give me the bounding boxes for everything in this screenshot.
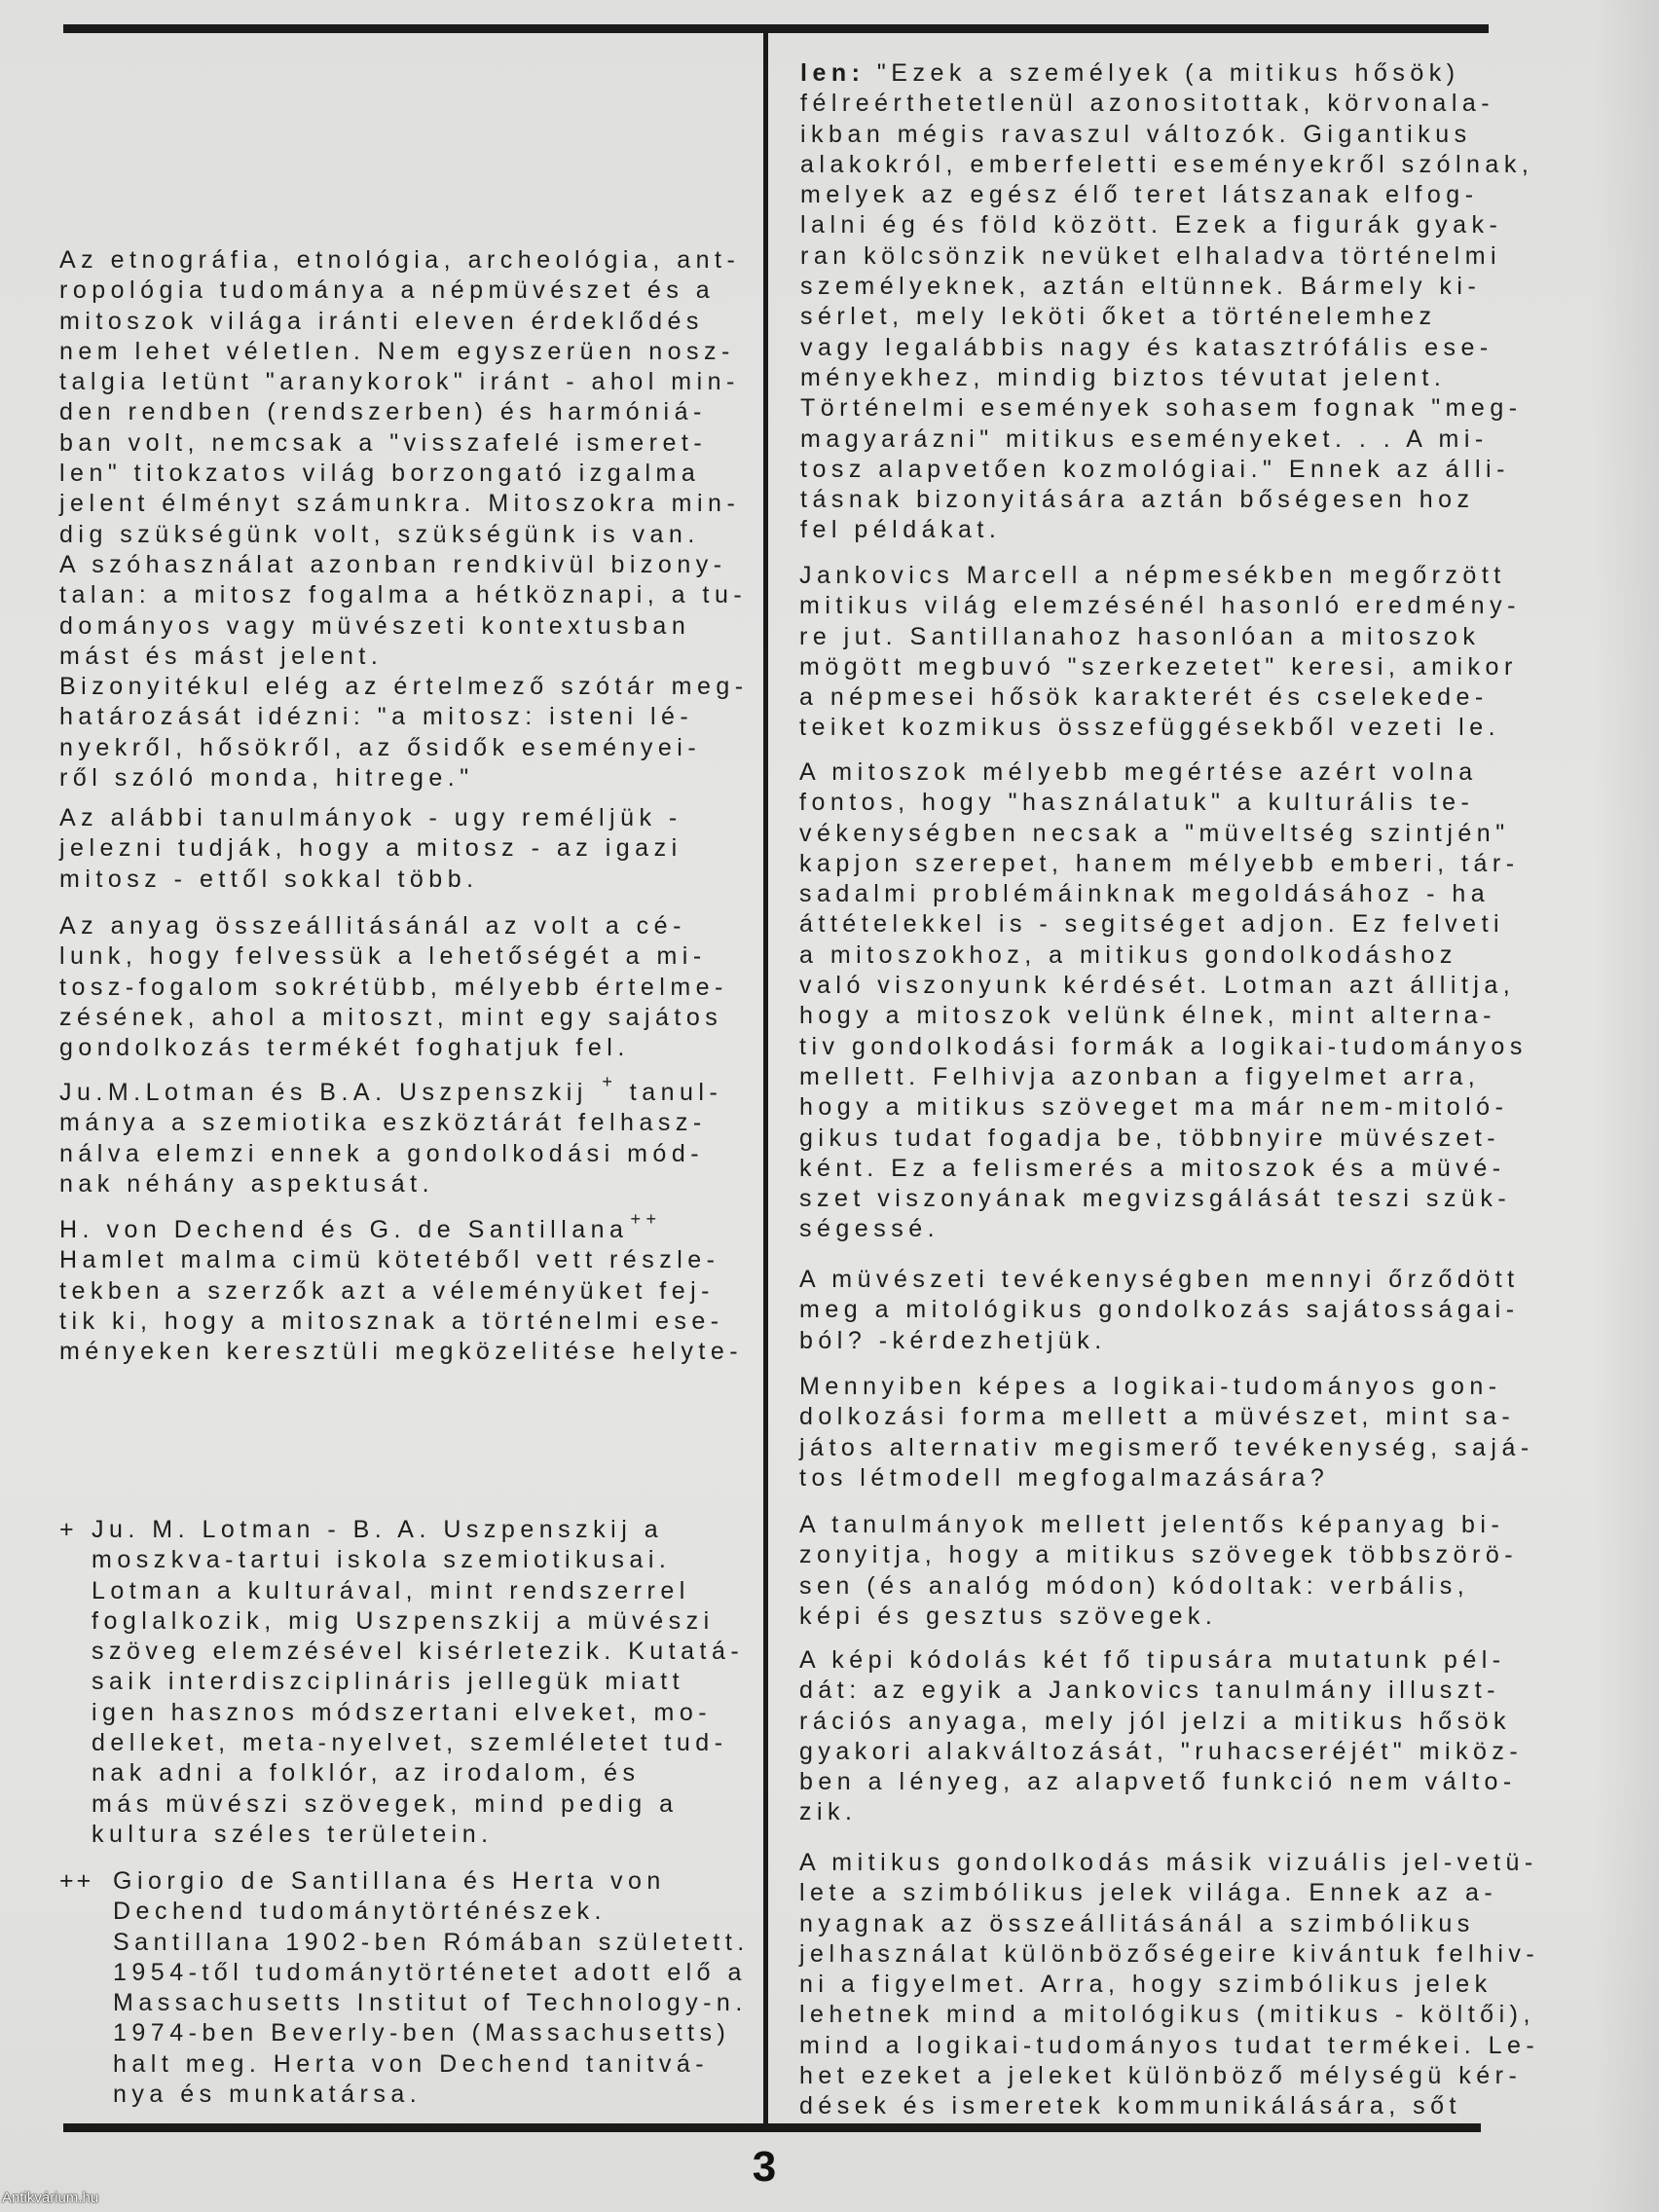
text-line: ran kölcsönzik nevüket elhaladva történelmi <box>800 241 1502 270</box>
text-line: ként. Ez a felismerés a mitoszok és a müvé- <box>799 1154 1506 1182</box>
text-line: Mennyiben képes a logikai-tudományos gon- <box>799 1373 1502 1400</box>
text-line: Hamlet malma cimü kötetéből vett részle- <box>59 1246 720 1274</box>
text-line: vagy legalábbis nagy és katasztrófális ese- <box>800 333 1493 361</box>
text-line: ni a figyelmet. Arra, hogy szimbólikus jelek <box>799 1971 1493 1999</box>
text-line: fontos, hogy "használatuk" a kulturális te- <box>799 789 1475 817</box>
text-line: igen hasznos módszertani elveket, mo- <box>92 1698 713 1726</box>
text-line: dolkozási forma mellett a müvészet, mint sa- <box>799 1403 1516 1431</box>
text-line: Lotman a kulturával, mint rendszerrel <box>92 1576 690 1604</box>
text-line: nem lehet véletlen. Nem egyszerüen nosz- <box>59 337 735 365</box>
text-line: Az alábbi tanulmányok - ugy reméljük - <box>59 804 682 831</box>
text-line: lalni ég és föld között. Ezek a figurák gyak- <box>800 211 1503 240</box>
text-line: sen (és analóg módon) kódoltak: verbális, <box>799 1571 1470 1600</box>
text-line: szet viszonyának megvizsgálását teszi szük- <box>799 1185 1512 1213</box>
text-line: mitoszok világa iránti eleven érdeklődés <box>59 307 704 335</box>
right-paragraph-2 <box>799 561 1521 744</box>
text-line: ményekhez, mindig biztos tévutat jelent. <box>800 363 1447 391</box>
text-line: Ju. M. Lotman - B. A. Uszpenszkij a <box>92 1516 664 1543</box>
text-line: tiv gondolkodási formák a logikai-tudományos <box>799 1032 1528 1060</box>
right-paragraph-5 <box>799 1372 1534 1493</box>
text-line: nálva elemzi ennek a gondolkodási mód- <box>59 1139 705 1167</box>
text-line: sadalmi problémáinknak megoldásához - ha <box>799 880 1491 908</box>
footnote-1 <box>92 1515 744 1850</box>
text-line: halt meg. Herta von Dechend tanitvá- <box>113 2049 710 2078</box>
text-line: nyekről, hősökről, az ősidők eseményei- <box>59 733 702 761</box>
text-line: ményeken keresztüli megközelitése helyte- <box>59 1338 744 1366</box>
text-line: A tanulmányok mellett jelentős képanyag bi- <box>799 1511 1505 1538</box>
left-paragraph-1 <box>59 245 749 793</box>
text-line: alakokról, emberfeletti eseményekről szólnak, <box>800 150 1534 178</box>
text-line: len" titokzatos világ borzongató izgalma <box>59 460 701 488</box>
text-line: tekben a szerzők azt a véleményüket fej- <box>59 1276 716 1305</box>
text-line: tik ki, hogy a mitosznak a történelmi ese- <box>59 1307 724 1335</box>
text-line: melyek az egész élő teret látszanak elfog- <box>800 181 1479 209</box>
text-line: Jankovics Marcell a népmesékben megőrzött <box>799 562 1506 589</box>
text-line: más müvészi szövegek, mind pedig a <box>92 1789 679 1818</box>
text-line: jelhasználat különbözőségeire kivántuk felhiv- <box>799 1939 1540 1968</box>
text-line: A müvészeti tevékenységben mennyi őrződött <box>799 1266 1520 1293</box>
text-line: a népmesei hősök karakterét és cselekede- <box>799 683 1489 712</box>
text-line: Az etnográfia, etnológia, archeológia, ant- <box>59 246 741 274</box>
text-line: dát: az egyik a Jankovics tanulmány illuszt- <box>799 1677 1500 1705</box>
text-line <box>59 1209 743 1245</box>
text-line: moszkva-tartui iskola szemiotikusai. <box>92 1546 672 1574</box>
text-line: gikus tudat fogadja be, többnyire müvészet- <box>799 1124 1501 1152</box>
text-segment: H. von Dechend és G. de Santillana <box>59 1216 629 1243</box>
text-line: A mitikus gondolkodás másik vizuális jel-vetü- <box>799 1849 1538 1876</box>
footnote-2 <box>113 1866 750 2110</box>
text-line: félreérthetetlenül azonositottak, körvonala- <box>800 90 1495 118</box>
text-line: gyakori alakváltozását, "ruhacseréjét" miköz- <box>799 1737 1524 1765</box>
text-line: tosz alapvetően kozmológiai." Ennek az álli- <box>800 455 1510 483</box>
emphasized-text: len: <box>800 59 866 87</box>
left-paragraph-3 <box>59 911 728 1063</box>
text-line: dományos vagy müvészeti kontextusban <box>59 611 691 640</box>
text-line: meg a mitológikus gondolkozás sajátosságai- <box>799 1296 1520 1324</box>
text-line: het ezeket a jeleket különböző mélységü kér- <box>799 2062 1523 2090</box>
footnote-reference-mark: ++ <box>630 1209 662 1229</box>
text-line: kapjon szerepet, hanem mélyebb emberi, tár- <box>799 849 1520 877</box>
footnote-marker: + <box>59 1516 77 1543</box>
text-line: mind a logikai-tudományos tudat termékei. Le- <box>799 2031 1540 2059</box>
text-line: tos létmodell megfogalmazására? <box>799 1463 1330 1492</box>
text-line: hogy a mitoszok velünk élnek, mint alterna- <box>799 1002 1496 1030</box>
text-line: játos alternativ megismerő tevékenység, sajá- <box>799 1433 1534 1461</box>
footnote-reference-mark: + <box>602 1072 618 1091</box>
right-paragraph-1 <box>800 58 1533 546</box>
right-paragraph-3 <box>799 757 1528 1245</box>
text-line: A szóhasználat azonban rendkivül bizony- <box>59 550 727 578</box>
column-divider <box>763 28 768 2132</box>
text-line: mögött megbuvó "szerkezetet" keresi, amikor <box>799 652 1518 681</box>
text-line: Történelmi események sohasem fognak "meg- <box>800 394 1523 423</box>
text-line: vékenységben necsak a "müveltség szintjén" <box>799 819 1510 847</box>
text-line: személyeknek, aztán eltünnek. Bármely ki- <box>800 273 1482 301</box>
text-line: nak adni a folklór, az irodalom, és <box>92 1759 641 1788</box>
text-line: mánya a szemiotika eszköztárát felhasz- <box>59 1109 707 1137</box>
text-line: határozását idézni: "a mitosz: isteni lé- <box>59 703 694 731</box>
text-line: mellett. Felhivja azonban a figyelmet arra, <box>799 1062 1481 1090</box>
right-paragraph-6 <box>799 1510 1518 1632</box>
text-line: gondolkozás termékét foghatjuk fel. <box>59 1034 630 1062</box>
text-line: szöveg elemzésével kisérletezik. Kutatá- <box>92 1638 745 1666</box>
text-line: áttételekkel is - segitséget adjon. Ez felveti <box>799 910 1505 939</box>
text-line: Giorgio de Santillana és Herta von <box>113 1867 666 1895</box>
text-line: ikban mégis ravaszul változók. Gigantikus <box>800 120 1472 148</box>
text-line: ból? -kérdezhetjük. <box>799 1326 1107 1354</box>
left-paragraph-4 <box>59 1072 723 1199</box>
text-line: Az anyag összeállitásánál az volt a cé- <box>59 912 686 940</box>
text-line: ban volt, nemcsak a "visszafelé ismeret- <box>59 428 708 457</box>
text-line: ropológia tudománya a népmüvészet és a <box>59 276 716 305</box>
text-line: jelezni tudják, hogy a mitosz - az igazi <box>59 834 682 863</box>
text-line: Santillana 1902-ben Rómában született. <box>113 1928 750 1956</box>
right-paragraph-7 <box>799 1645 1523 1828</box>
text-line: Massachusetts Institut of Technology-n. <box>113 1989 748 2017</box>
text-line: nak néhány aspektusát. <box>59 1169 435 1198</box>
text-line: lunk, hogy felvessük a lehetőségét a mi- <box>59 942 707 971</box>
right-paragraph-4 <box>799 1265 1520 1356</box>
text-line: a mitoszokhoz, a mitikus gondolkodáshoz <box>799 940 1457 969</box>
bottom-rule <box>63 2123 1481 2132</box>
text-line: fel példákat. <box>800 516 1002 544</box>
text-line: A mitoszok mélyebb megértése azért volna <box>799 758 1478 786</box>
text-line: 1954-től tudománytörténetet adott elő a <box>113 1958 747 1986</box>
text-line: lehetnek mind a mitológikus (mitikus - költői), <box>799 2001 1535 2029</box>
text-segment: "Ezek a személyek (a mitikus hősök) <box>865 59 1460 87</box>
text-line: dig szükségünk volt, szükségünk is van. <box>59 520 700 548</box>
left-paragraph-5 <box>59 1209 744 1367</box>
text-line: ségessé. <box>799 1215 940 1243</box>
text-line: Bizonyitékul elég az értelmező szótár meg- <box>59 673 749 701</box>
text-line: zik. <box>799 1798 858 1826</box>
text-line: mitikus világ elemzésénél hasonló eredmény- <box>799 592 1521 620</box>
text-line: képi és gesztus szövegek. <box>799 1602 1218 1630</box>
page-number: 3 <box>752 2143 777 2191</box>
text-line: mitosz - ettől sokkal több. <box>59 865 479 893</box>
text-line: ben a lényeg, az alapvető funkció nem válto- <box>799 1768 1517 1796</box>
text-line: foglalkozik, mig Uszpenszkij a müvészi <box>92 1606 715 1635</box>
text-line: zonyitja, hogy a mitikus szövegek többszörö- <box>799 1541 1519 1569</box>
text-line: magyarázni" mitikus eseményeket. . . A mi- <box>800 424 1489 453</box>
footnote-marker: ++ <box>59 1867 94 1895</box>
text-line: 1974-ben Beverly-ben (Massachusetts) <box>113 2019 731 2047</box>
text-line: tásnak bizonyitására aztán bőségesen hoz <box>800 486 1475 514</box>
text-line: kultura széles területein. <box>92 1820 494 1848</box>
text-line: dések és ismeretek kommunikálására, sőt <box>799 2092 1461 2120</box>
text-line: re jut. Santillanahoz hasonlóan a mitoszok <box>799 622 1481 650</box>
text-line: A képi kódolás két fő tipusára mutatunk pél- <box>799 1646 1506 1674</box>
text-line: zésének, ahol a mitoszt, mint egy sajátos <box>59 1003 723 1031</box>
text-line: talgia letünt "aranykorok" iránt - ahol min- <box>59 368 740 396</box>
text-line <box>800 58 1533 89</box>
text-line: hogy a mitikus szöveget ma már nem-mitoló- <box>799 1093 1509 1122</box>
text-line: ről szóló monda, hitrege." <box>59 764 474 793</box>
text-line: sérlet, mely leköti őket a történelemhez <box>800 303 1437 331</box>
text-line: den rendben (rendszerben) és harmóniá- <box>59 398 707 426</box>
text-line: nyagnak az összeállitásánál a szimbólikus <box>799 1909 1475 1937</box>
watermark: Antikvárium.hu <box>2 2190 99 2206</box>
left-paragraph-2 <box>59 803 682 895</box>
text-line: delleket, meta-nyelvet, szemléletet tud- <box>92 1729 728 1757</box>
text-line: tosz-fogalom sokrétübb, mélyebb értelme- <box>59 973 728 1001</box>
text-line: való viszonyunk kérdését. Lotman azt állitja, <box>799 972 1516 1000</box>
text-segment: Ju.M.Lotman és B.A. Uszpenszkij <box>59 1079 601 1106</box>
text-segment: tanul- <box>617 1079 723 1106</box>
text-line: teiket kozmikus összefüggésekből vezeti le. <box>799 714 1501 742</box>
right-paragraph-8 <box>799 1848 1539 2122</box>
text-line: rációs anyaga, mely jól jelzi a mitikus hősök <box>799 1707 1512 1735</box>
text-line <box>59 1072 723 1108</box>
text-line: Dechend tudománytörténészek. <box>113 1898 607 1926</box>
top-rule <box>63 24 1489 33</box>
text-line: mást és mást jelent. <box>59 642 384 670</box>
text-line: nya és munkatársa. <box>113 2081 423 2109</box>
text-line: lete a szimbólikus jelek világa. Ennek az a- <box>799 1879 1498 1907</box>
text-line: talan: a mitosz fogalma a hétköznapi, a tu- <box>59 581 748 609</box>
text-line: jelent élményt számunkra. Mitoszokra min- <box>59 490 741 518</box>
text-line: saik interdiszciplináris jellegük miatt <box>92 1668 685 1696</box>
